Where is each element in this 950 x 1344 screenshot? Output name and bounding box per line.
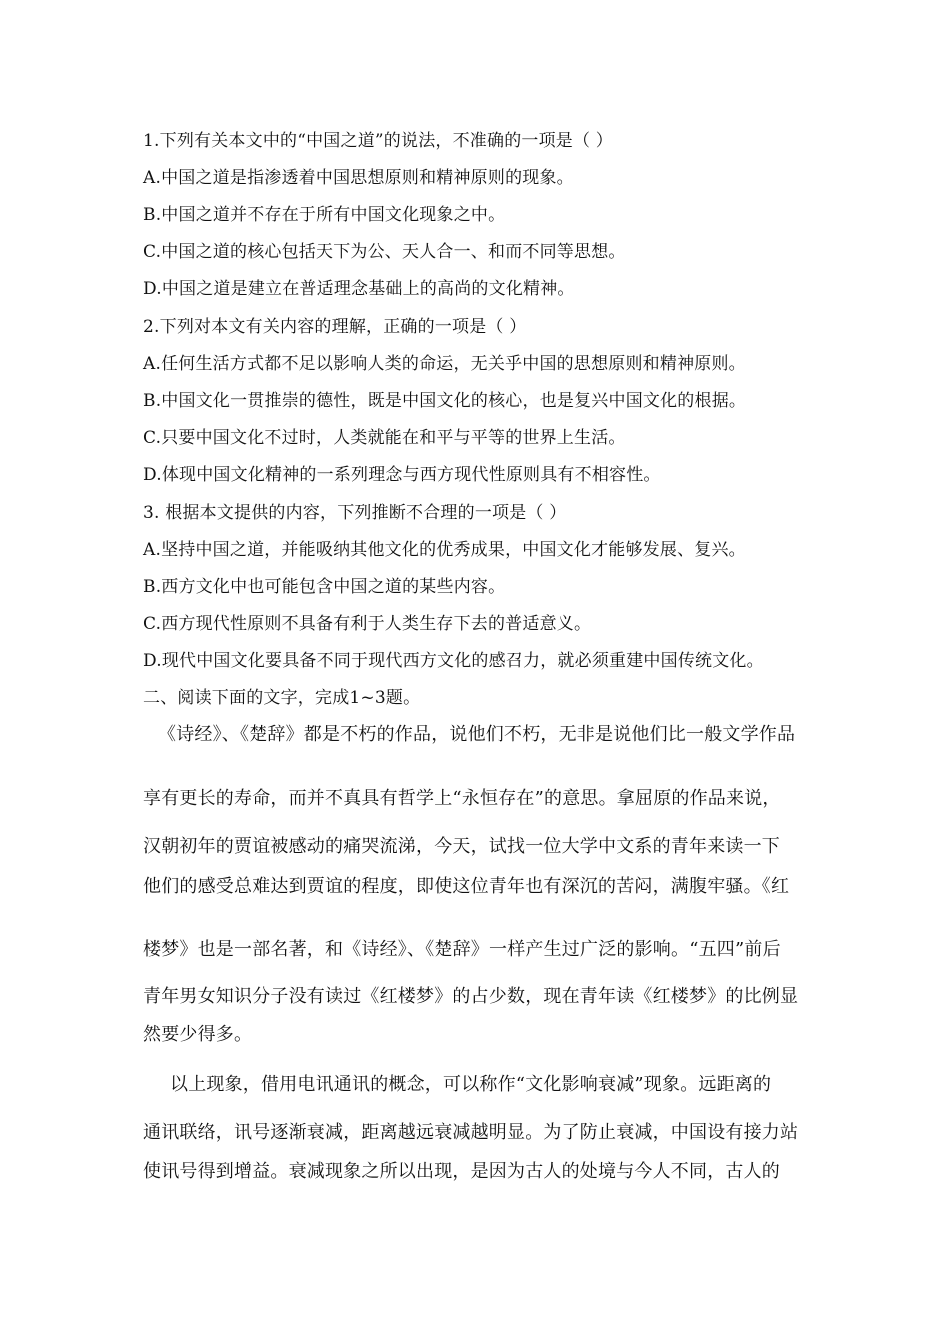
section-heading: 二、阅读下面的文字，完成1~3题。 — [143, 688, 421, 708]
passage-line: 以上现象，借用电讯通讯的概念，可以称作“文化影响衰减”现象。远距离的 — [170, 1074, 772, 1095]
q3-stem: 3. 根据本文提供的内容，下列推断不合理的一项是（ ） — [143, 503, 567, 523]
passage-line: 《诗经》、《楚辞》都是不朽的作品，说他们不朽，无非是说他们比一般文学作品 — [158, 724, 796, 745]
q1-option-a: A.中国之道是指渗透着中国思想原则和精神原则的现象。 — [143, 168, 574, 188]
q2-stem: 2.下列对本文有关内容的理解，正确的一项是（ ） — [143, 317, 527, 337]
passage-line: 享有更长的寿命，而并不真具有哲学上“永恒存在”的意思。拿屈原的作品来说， — [143, 788, 781, 809]
passage-line: 然要少得多。 — [143, 1024, 253, 1045]
q2-option-c: C.只要中国文化不过时，人类就能在和平与平等的世界上生活。 — [143, 428, 626, 448]
q2-option-a: A.任何生活方式都不足以影响人类的命运，无关乎中国的思想原则和精神原则。 — [143, 354, 746, 374]
q3-option-b: B.西方文化中也可能包含中国之道的某些内容。 — [143, 577, 506, 597]
passage-line: 他们的感受总难达到贾谊的程度，即使这位青年也有深沉的苦闷，满腹牢骚。《红 — [143, 876, 790, 897]
q1-option-c: C.中国之道的核心包括天下为公、天人合一、和而不同等思想。 — [143, 242, 626, 262]
passage-line: 楼梦》也是一部名著，和《诗经》、《楚辞》一样产生过广泛的影响。“五四”前后 — [143, 939, 781, 960]
q2-option-b: B.中国文化一贯推崇的德性，既是中国文化的核心，也是复兴中国文化的根据。 — [143, 391, 747, 411]
q2-option-d: D.体现中国文化精神的一系列理念与西方现代性原则具有不相容性。 — [143, 465, 661, 485]
passage-line: 使讯号得到增益。衰减现象之所以出现，是因为古人的处境与今人不同，古人的 — [143, 1161, 780, 1182]
passage-line: 青年男女知识分子没有读过《红楼梦》的占少数，现在青年读《红楼梦》的比例显 — [143, 986, 799, 1007]
passage-line: 通讯联络，讯号逐渐衰减，距离越远衰减越明显。为了防止衰减，中国设有接力站 — [143, 1122, 799, 1143]
q3-option-d: D.现代中国文化要具备不同于现代西方文化的感召力，就必须重建中国传统文化。 — [143, 651, 764, 671]
q3-option-c: C.西方现代性原则不具备有利于人类生存下去的普适意义。 — [143, 614, 592, 634]
q1-option-d: D.中国之道是建立在普适理念基础上的高尚的文化精神。 — [143, 279, 575, 299]
q1-stem: 1.下列有关本文中的“中国之道”的说法，不准确的一项是（ ） — [143, 131, 614, 151]
q1-option-b: B.中国之道并不存在于所有中国文化现象之中。 — [143, 205, 506, 225]
q3-option-a: A.坚持中国之道，并能吸纳其他文化的优秀成果，中国文化才能够发展、复兴。 — [143, 540, 746, 560]
passage-line: 汉朝初年的贾谊被感动的痛哭流涕，今天，试找一位大学中文系的青年来读一下 — [143, 836, 780, 857]
